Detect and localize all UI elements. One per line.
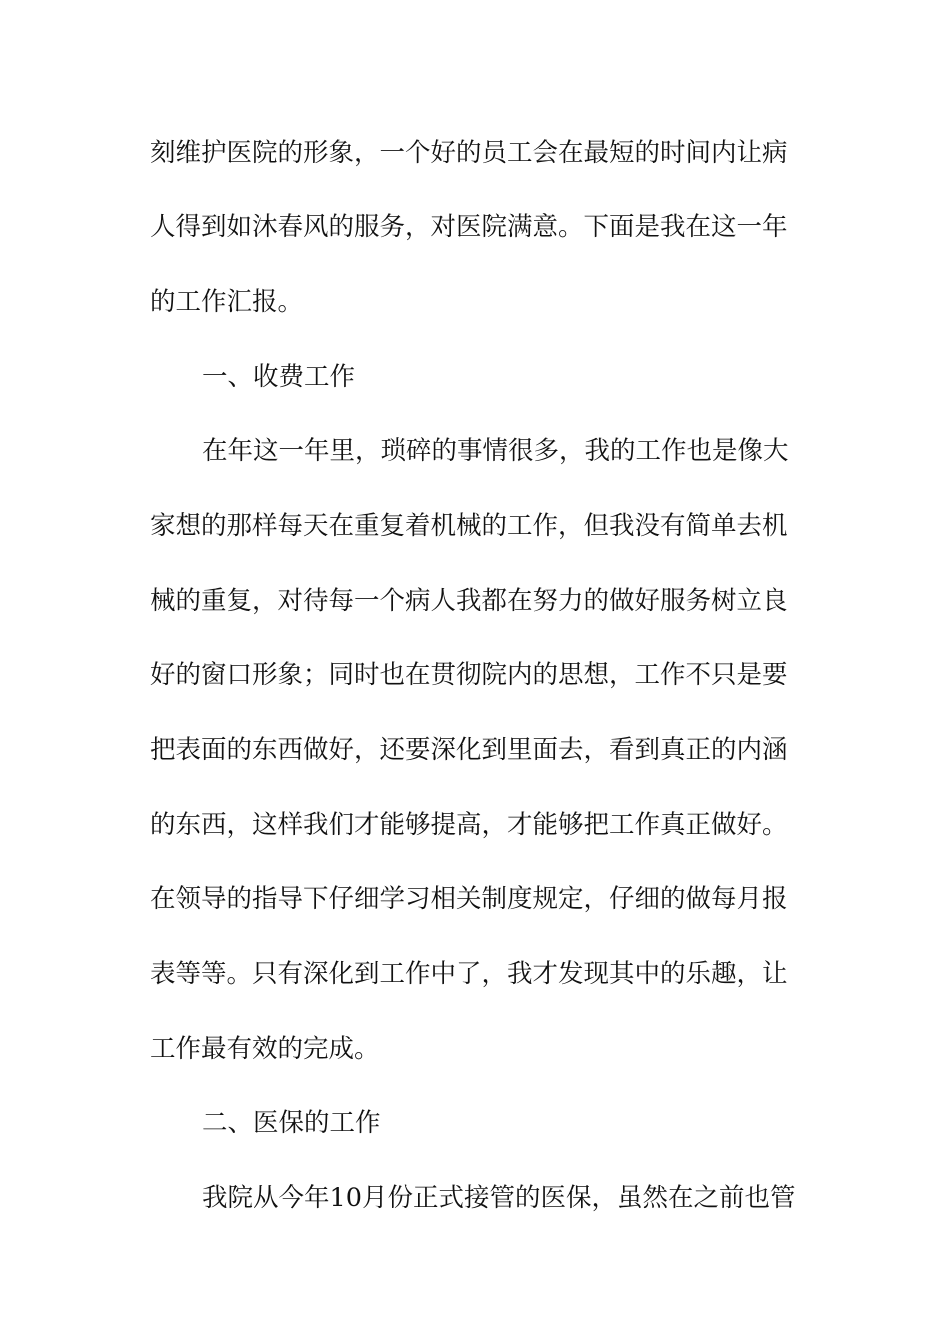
paragraph-line: 好的窗口形象；同时也在贯彻院内的思想，工作不只是要 [150, 660, 788, 690]
paragraph-line: 的工作汇报。 [150, 287, 304, 317]
paragraph-line: 在领导的指导下仔细学习相关制度规定，仔细的做每月报 [150, 884, 788, 914]
paragraph-line: 工作最有效的完成。 [150, 1034, 380, 1064]
paragraph-line: 在年这一年里，琐碎的事情很多，我的工作也是像大 [202, 436, 789, 466]
paragraph-line: 我院从今年10月份正式接管的医保，虽然在之前也管 [202, 1183, 796, 1213]
section-heading: 一、收费工作 [202, 362, 356, 392]
section-heading: 二、医保的工作 [202, 1108, 381, 1138]
paragraph-line: 家想的那样每天在重复着机械的工作，但我没有简单去机 [150, 511, 788, 541]
paragraph-line: 的东西，这样我们才能够提高，才能够把工作真正做好。 [150, 810, 788, 840]
paragraph-line: 刻维护医院的形象，一个好的员工会在最短的时间内让病 [150, 138, 788, 168]
paragraph-line: 械的重复，对待每一个病人我都在努力的做好服务树立良 [150, 586, 788, 616]
paragraph-line: 表等等。只有深化到工作中了，我才发现其中的乐趣，让 [150, 959, 788, 989]
paragraph-line: 人得到如沐春风的服务，对医院满意。下面是我在这一年 [150, 212, 788, 242]
paragraph-line: 把表面的东西做好，还要深化到里面去，看到真正的内涵 [150, 735, 788, 765]
